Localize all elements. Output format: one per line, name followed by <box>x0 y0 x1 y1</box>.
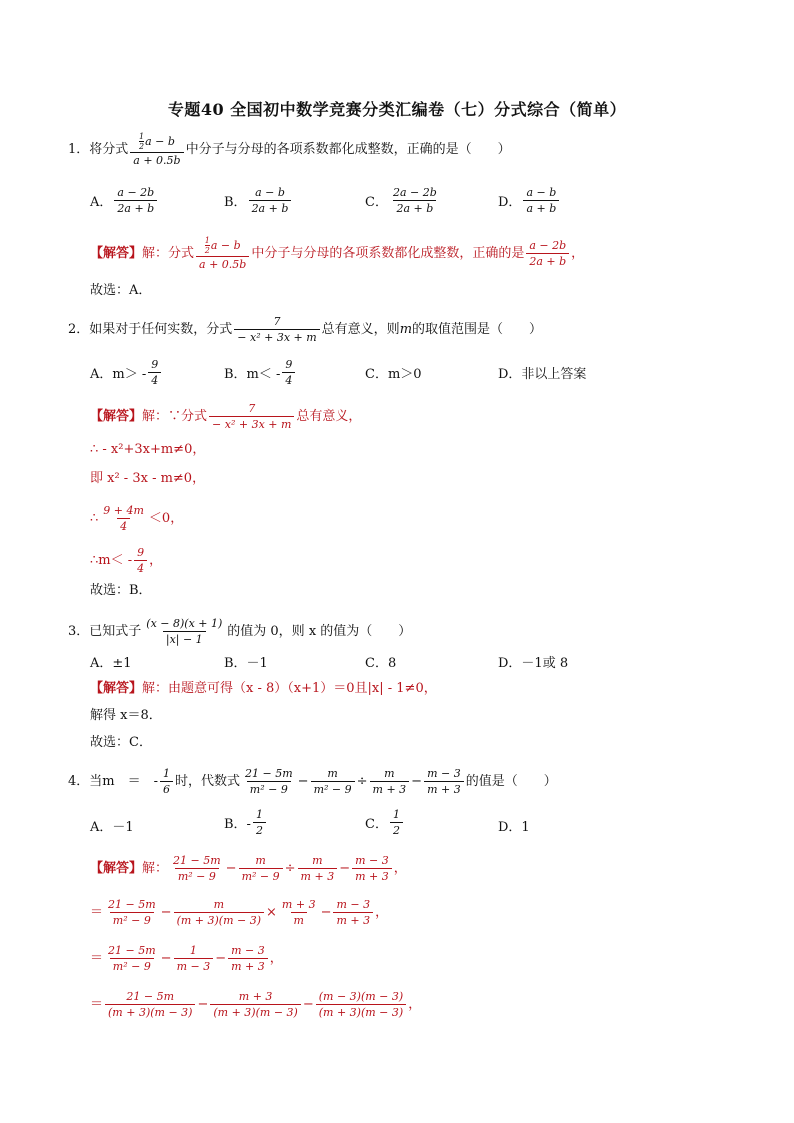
q3-prefix: 3．已知式子 <box>68 623 142 639</box>
q2-option-d: D．非以上答案 <box>498 367 587 382</box>
q2-step-4-num: 9 <box>137 546 145 559</box>
q1-option-b-num: a − b <box>255 186 285 199</box>
q1-option-a-num: a − 2b <box>117 186 155 199</box>
q2-option-b-pre: B．m＜ - <box>224 367 281 382</box>
q4-s3-op-1: − <box>160 950 172 966</box>
q4-s2-op-1: − <box>160 904 172 920</box>
q4-step-3 <box>90 944 283 973</box>
q1-option-c-num: 2a − 2b <box>392 186 437 199</box>
q4-s1-a-den: m² − 9 <box>175 868 219 883</box>
q2-option-b-den: 4 <box>282 372 295 387</box>
q4-s4-eq: ＝ <box>90 996 104 1012</box>
q4-s4-comma: ， <box>408 996 422 1012</box>
q2-step-1: ∴ - x²+3x+m≠0， <box>90 442 206 457</box>
q2-step-3-num: 9 + 4m <box>103 504 144 517</box>
q1-sol-end: ， <box>571 245 585 261</box>
q4-sol: 解： <box>142 860 169 876</box>
q4-s1-d-den: m + 3 <box>352 868 392 883</box>
q3-suffix: 的值为 0，则 x 的值为（ ） <box>227 623 412 639</box>
q4-s2-b-num: m <box>213 898 224 911</box>
q1-option-d-label: D． <box>498 195 522 210</box>
q4-t2-den: m² − 9 <box>311 781 355 796</box>
q1-option-b-label: B． <box>224 195 247 210</box>
q2-step-4-pre: ∴m＜ - <box>90 552 133 568</box>
q4-s4-b-den: (m + 3)(m − 3) <box>210 1004 300 1019</box>
q4-s1-op-3: − <box>339 860 351 876</box>
q1-option-b-den: 2a + b <box>249 200 292 215</box>
q2-step-4-post: ， <box>149 552 163 568</box>
q1-num-rest: a − b <box>145 135 175 148</box>
q4-option-a: A．－1 <box>90 820 134 835</box>
q1-inner-num: 1 <box>138 132 145 141</box>
solution-tag: 【解答】 <box>90 245 143 261</box>
q4-s4-a-num: 21 − 5m <box>126 990 175 1003</box>
q1-option-d-num: a − b <box>526 186 557 199</box>
q3-option-c: C．8 <box>365 656 397 671</box>
q4-s3-comma: ， <box>269 950 283 966</box>
q2-sol-a: 解：∵分式 <box>142 408 208 424</box>
q3-frac-num: (x − 8)(x + 1) <box>146 617 223 630</box>
q4-m-den: 6 <box>160 781 173 796</box>
q2-option-a-num: 9 <box>151 358 159 371</box>
q3-step-1: 解得 x＝8． <box>90 708 162 723</box>
q4-suffix: 的值是（ ） <box>465 773 557 789</box>
q4-s1-op-2: ÷ <box>284 860 296 876</box>
q4-t2-num: m <box>327 767 338 780</box>
q4-option-b-num: 1 <box>255 808 263 821</box>
q2-frac-den: − x² + 3x + m <box>234 329 319 344</box>
q4-s1-comma: ， <box>393 860 407 876</box>
q1-inner-den: 2 <box>138 142 145 151</box>
q4-s1-op-1: − <box>225 860 237 876</box>
q3-solution <box>90 680 437 698</box>
q4-prefix: 4．当m ＝ - <box>68 773 158 789</box>
q2-sol-den: − x² + 3x + m <box>209 416 294 431</box>
q4-s4-b-num: m + 3 <box>238 990 273 1003</box>
q4-s2-c-num: m + 3 <box>281 898 316 911</box>
q4-s1-c-num: m <box>312 854 323 867</box>
q4-t4-den: m + 3 <box>424 781 464 796</box>
q2-suffix-a: 总有意义，则 <box>321 321 400 337</box>
q2-step-4 <box>90 546 162 575</box>
q4-option-c-den: 2 <box>390 822 403 837</box>
q1-suffix: 中分子与分母的各项系数都化成整数，正确的是（ ） <box>185 141 511 157</box>
q4-solution <box>90 854 407 883</box>
q4-s2-d-den: m + 3 <box>333 912 373 927</box>
q4-t1-den: m² − 9 <box>247 781 291 796</box>
q1-sol-ans-den: 2a + b <box>526 253 569 268</box>
q1-option-a <box>90 186 159 215</box>
q2-step-3-pre: ∴ <box>90 510 99 526</box>
q4-op-2: ÷ <box>356 773 368 789</box>
q2-suffix-b: 的取值范围是（ ） <box>412 321 543 337</box>
q1-sol-b: 中分子与分母的各项系数都化成整数，正确的是 <box>251 245 525 261</box>
q4-mid: 时，代数式 <box>175 773 241 789</box>
q1-den: a + 0.5b <box>130 152 183 167</box>
q2-option-b <box>224 358 297 387</box>
q4-s2-op-3: − <box>320 904 332 920</box>
q4-s4-c-den: (m + 3)(m − 3) <box>316 1004 406 1019</box>
q2-option-b-num: 9 <box>285 358 293 371</box>
q4-option-d: D．1 <box>498 820 530 835</box>
q3-option-a: A．±1 <box>90 656 132 671</box>
q2-option-a-den: 4 <box>148 372 161 387</box>
q1-sol-a: 解：分式 <box>142 245 195 261</box>
q4-s1-b-den: m² − 9 <box>239 868 283 883</box>
q4-s1-d-num: m − 3 <box>355 854 389 867</box>
q4-option-b-pre: B．- <box>224 817 251 832</box>
q4-option-b-den: 2 <box>253 822 266 837</box>
q2-sol-b: 总有意义， <box>296 408 362 424</box>
q4-s2-c-den: m <box>291 912 307 927</box>
q4-m-num: 1 <box>163 767 170 780</box>
q2-frac-num: 7 <box>273 315 281 328</box>
q4-s3-b-den: m − 3 <box>174 958 214 973</box>
q2-step-3-post: ＜0， <box>148 510 184 526</box>
q2-step-3-den: 4 <box>117 518 130 533</box>
q1-sol-den: a + 0.5b <box>196 256 249 271</box>
q4-s2-a-num: 21 − 5m <box>108 898 156 911</box>
q4-t3-num: m <box>384 767 395 780</box>
q1-sol-ans-num: a − 2b <box>529 239 567 252</box>
q4-s1-c-den: m + 3 <box>298 868 338 883</box>
q4-s2-comma: ， <box>375 904 389 920</box>
q3-option-d: D．－1或 8 <box>498 656 569 671</box>
q2-prefix: 2．如果对于任何实数，分式 <box>68 321 233 337</box>
q4-s1-b-num: m <box>255 854 266 867</box>
q1-sol-inner-num: 1 <box>204 236 210 245</box>
q2-option-a <box>90 358 163 387</box>
q4-s3-c-num: m − 3 <box>231 944 265 957</box>
q4-t3-den: m + 3 <box>370 781 410 796</box>
q4-s3-eq: ＝ <box>90 950 104 966</box>
q1-option-c <box>365 186 442 215</box>
q1-option-a-label: A． <box>90 195 113 210</box>
q4-s2-b-den: (m + 3)(m − 3) <box>174 912 264 927</box>
question-2 <box>68 315 542 344</box>
q4-option-b <box>224 808 268 837</box>
q1-sol-inner-den: 2 <box>204 246 210 255</box>
q1-option-b <box>224 186 293 215</box>
q3-sol: 解：由题意可得（x - 8）（x+1）＝0且|x| - 1≠0， <box>142 681 437 696</box>
q2-sol-num: 7 <box>248 402 256 415</box>
q1-option-c-label: C． <box>365 195 388 210</box>
q2-suffix-m: m <box>399 321 413 337</box>
q1-fraction <box>130 132 183 167</box>
q4-s4-c-num: (m − 3)(m − 3) <box>318 990 404 1003</box>
q2-option-a-pre: A．m＞ - <box>90 367 147 382</box>
q4-s3-op-2: − <box>215 950 227 966</box>
q4-step-4 <box>90 990 421 1019</box>
solution-tag-2: 【解答】 <box>90 408 143 424</box>
q4-s4-op-1: − <box>197 996 209 1012</box>
q4-op-3: − <box>411 773 423 789</box>
q2-option-c: C．m＞0 <box>365 367 422 382</box>
q1-sol-num-rest: a − b <box>210 239 241 252</box>
q4-t4-num: m − 3 <box>427 767 461 780</box>
q4-t1-num: 21 − 5m <box>245 767 293 780</box>
q4-s2-a-den: m² − 9 <box>110 912 154 927</box>
q2-choose: 故选：B． <box>90 583 152 598</box>
q4-s1-a-num: 21 − 5m <box>173 854 221 867</box>
q4-s3-c-den: m + 3 <box>228 958 268 973</box>
q1-prefix: 1．将分式 <box>68 141 129 157</box>
q1-option-d-den: a + b <box>523 200 559 215</box>
q1-choose: 故选：A． <box>90 283 152 298</box>
q1-option-c-den: 2a + b <box>393 200 436 215</box>
q2-solution <box>90 402 361 431</box>
page-title: 专题40 全国初中数学竞赛分类汇编卷（七）分式综合（简单） <box>167 100 627 119</box>
q4-s4-a-den: (m + 3)(m − 3) <box>105 1004 195 1019</box>
question-4 <box>68 767 557 796</box>
q4-s2-op-2: × <box>266 904 277 920</box>
question-3 <box>68 617 411 646</box>
q4-s4-op-2: − <box>302 996 314 1012</box>
q2-step-4-den: 4 <box>134 560 147 575</box>
q4-s2-d-num: m − 3 <box>336 898 371 911</box>
q1-solution <box>90 236 584 271</box>
q1-option-d <box>498 186 561 215</box>
question-1 <box>68 132 511 167</box>
q3-option-b: B．－1 <box>224 656 268 671</box>
q4-s3-a-den: m² − 9 <box>110 958 154 973</box>
q3-choose: 故选：C． <box>90 735 152 750</box>
q1-option-a-den: 2a + b <box>114 200 157 215</box>
q4-s3-b-num: 1 <box>189 944 197 957</box>
solution-tag-3: 【解答】 <box>90 681 143 696</box>
q2-step-2: 即 x² - 3x - m≠0， <box>90 471 206 486</box>
q4-s2-eq: ＝ <box>90 904 104 920</box>
q4-option-c-pre: C． <box>365 817 388 832</box>
q4-option-c <box>365 808 405 837</box>
q2-step-3 <box>90 504 183 533</box>
q4-option-c-num: 1 <box>392 808 400 821</box>
q4-op-1: − <box>297 773 309 789</box>
q4-step-2 <box>90 898 388 927</box>
q4-s3-a-num: 21 − 5m <box>108 944 156 957</box>
solution-tag-4: 【解答】 <box>90 860 143 876</box>
q3-frac-den: |x| − 1 <box>163 631 206 646</box>
